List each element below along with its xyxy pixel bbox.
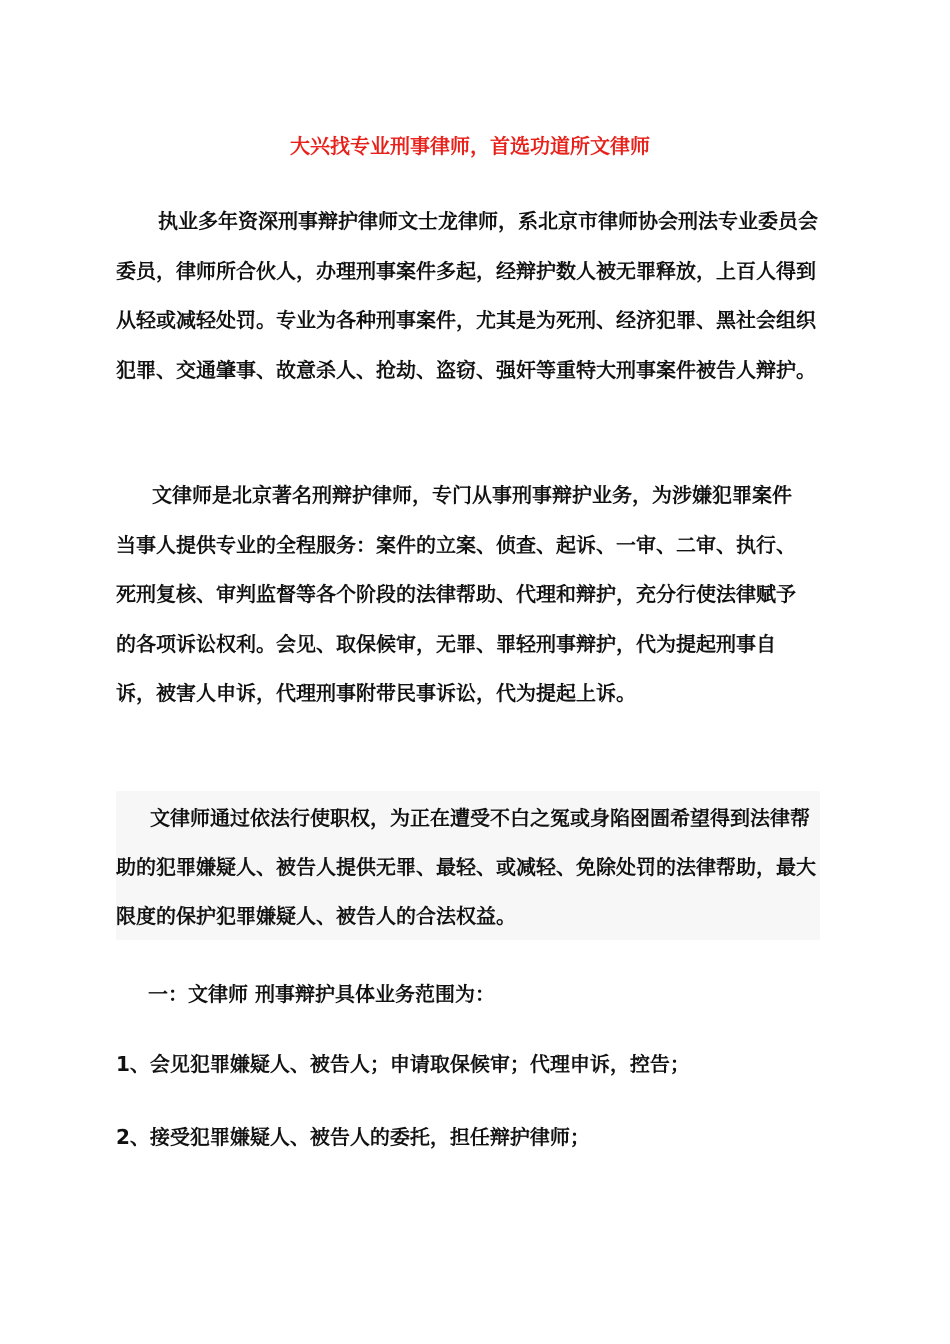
document-title: 大兴找专业刑事律师，首选功道所文律师 <box>290 134 650 158</box>
paragraph-lawyer-intro: 执业多年资深刑事辩护律师文士龙律师，系北京市律师协会刑法专业委员会委员，律师所合伙人，办理刑事案件多起，经辩护数人被无罪释放，上百人得到从轻或减轻处罚。专业为各种刑事案件，尤其是为死刑、经济犯罪、黑社会组织犯罪、交通肇事、故意杀人、抢劫、盗窃、强奸等重特大刑事案件被告人辩护。 <box>116 209 818 382</box>
list-item <box>116 1115 820 1159</box>
list-item-text: 、接受犯罪嫌疑人、被告人的委托，担任辩护律师； <box>129 1125 590 1149</box>
list-heading: 一：文律师 刑事辩护具体业务范围为： <box>148 982 495 1006</box>
list-item <box>116 1042 820 1086</box>
list-item-number: 1 <box>116 1052 130 1076</box>
paragraph-services-overview: 文律师是北京著名刑辩护律师，专门从事刑事辩护业务，为涉嫌犯罪案件当事人提供专业的全程服务：案件的立案、侦查、起诉、一审、二审、执行、死刑复核、审判监督等各个阶段的法律帮助、代理和辩护，充分行使法律赋予的各项诉讼权利。会见、取保候审，无罪、罪轻刑事辩护，代为提起刑事自诉，被害人申诉，代理刑事附带民事诉讼，代为提起上诉。 <box>116 483 796 705</box>
paragraph-mission: 文律师通过依法行使职权，为正在遭受不白之冤或身陷囹圄希望得到法律帮助的犯罪嫌疑人、被告人提供无罪、最轻、或减轻、免除处罚的法律帮助，最大限度的保护犯罪嫌疑人、被告人的合法权益。 <box>116 806 816 928</box>
list-item-number: 2 <box>116 1125 130 1149</box>
list-item-text: 、会见犯罪嫌疑人、被告人；申请取保候审；代理申诉，控告； <box>129 1052 690 1076</box>
